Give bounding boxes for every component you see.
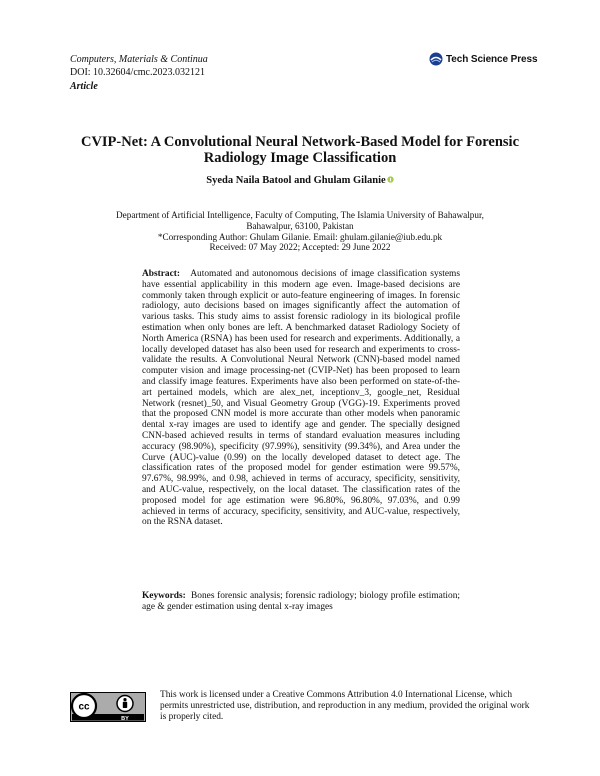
abstract-label: Abstract:: [142, 269, 181, 279]
publisher-emblem-icon: [429, 52, 443, 66]
affiliation-block: [95, 210, 505, 253]
publisher-name: Tech Science Press: [446, 53, 538, 65]
authors-line: [80, 175, 520, 186]
keywords-label: Keywords:: [142, 591, 186, 601]
received-accepted-dates: Received: 07 May 2022; Accepted: 29 June 2022: [209, 242, 391, 253]
keywords: [142, 591, 460, 613]
cc-by-license-badge[interactable]: [70, 692, 146, 722]
cc-by-text: BY: [121, 716, 129, 722]
abstract-text: Automated and autonomous decisions of image classification systems have essential applicability in this modern age even. Image-based decisions are commonly taken through explicit or auto-feature engineering of images. In forensic radiology, auto decisions based on images significantly affect the automation of various tasks. This study aims to assist forensic radiology in its biological profile estimation when only bones are left. A benchmarked dataset Radiology Society of North America (RSNA) has been used for research and experiments. Additionally, a locally developed dataset has also been used for research and experiments to cross-validate the results. A Convolutional Neural Network (CNN)-based model named computer vision and image processing-net (CVIP-Net) has been proposed to learn and classify image features. Experiments have also been performed on state-of-the-art pertained models, which are alex_net, inceptionv_3, google_net, Residual Network (resnet)_50, and Visual Geometry Group (VGG)-19. Experiments proved that the proposed CNN model is more accurate than other models when panoramic dental x-ray images are used to identify age and gender. The specially designed CNN-based achieved results in terms of standard evaluation measures including accuracy (98.90%), specificity (97.99%), sensitivity (99.34%), and Area under the Curve (AUC)-value (0.99) on the locally developed dataset to detect age. The classification rates of the proposed model for gender estimation were 99.57%, 97.67%, 98.99%, and 0.98, achieved in terms of accuracy, specificity, sensitivity, and AUC-value, respectively, on the local dataset. The classification rates of the proposed model for age estimation were 96.80%, 96.80%, 97.03%, and 0.99 achieved in terms of accuracy, specificity, sensitivity, and AUC-value, respectively, on the RSNA dataset.: [142, 269, 460, 528]
doi[interactable]: DOI: 10.32604/cmc.2023.032121: [70, 67, 205, 78]
keywords-text: Bones forensic analysis; forensic radiology; biology profile estimation; age & gender estimation using dental x-ray images: [142, 591, 461, 613]
authors: Syeda Naila Batool and Ghulam Gilanie: [206, 175, 386, 186]
license-text: This work is licensed under a Creative Commons Attribution 4.0 International License, which permits unrestricted use, distribution, and reproduction in any medium, provided the original work is properly cited.: [160, 690, 530, 722]
affiliation-location: Bahawalpur, 63100, Pakistan: [246, 220, 354, 231]
abstract: [142, 269, 460, 528]
publisher-logo: [429, 52, 537, 66]
affiliation-line: Department of Artificial Intelligence, Faculty of Computing, The Islamia University of Bahawalpur,: [116, 210, 484, 220]
corresponding-author: *Corresponding Author: Ghulam Gilanie. Email: ghulam.gilanie@iub.edu.pk: [157, 231, 443, 242]
article-type: Article: [70, 81, 98, 92]
orcid-icon[interactable]: [387, 176, 394, 183]
article-title: CVIP-Net: A Convolutional Neural Network-Based Model for Forensic Radiology Image Classification: [80, 134, 520, 166]
svg-text:cc: cc: [78, 701, 90, 713]
journal-name: Computers, Materials & Continua: [70, 54, 208, 65]
